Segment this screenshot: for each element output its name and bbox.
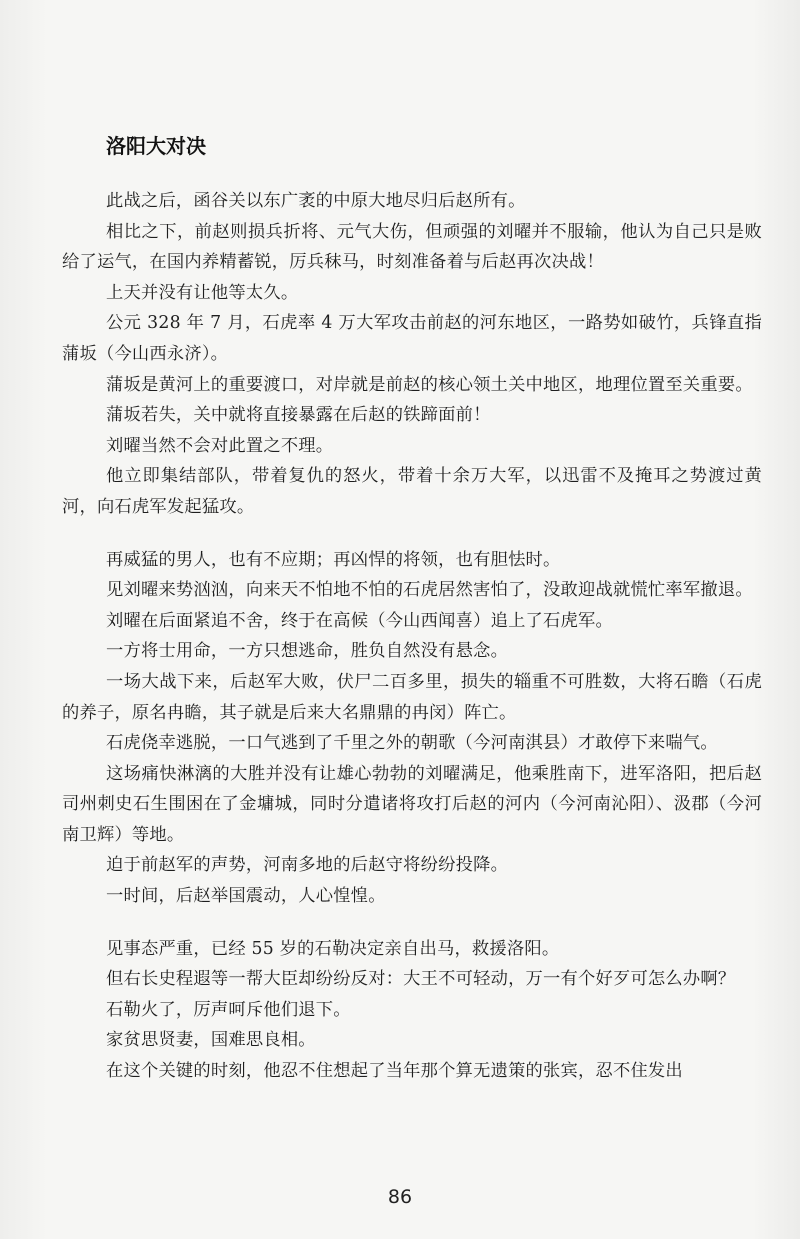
paragraph: 再威猛的男人，也有不应期；再凶悍的将领，也有胆怯时。	[106, 549, 561, 570]
paragraph: 蒲坂是黄河上的重要渡口，对岸就是前赵的核心领土关中地区，地理位置至关重要。	[106, 374, 753, 395]
paragraph: 刘曜当然不会对此置之不理。	[106, 435, 334, 456]
paragraph: 但右长史程遐等一帮大臣却纷纷反对：大王不可轻动，万一有个好歹可怎么办啊？	[106, 969, 736, 990]
paragraph: 见事态严重，已经 55 岁的石勒决定亲自出马，救援洛阳。	[106, 938, 560, 959]
paragraph: 这场痛快淋漓的大胜并没有让雄心勃勃的刘曜满足，他乘胜南下，进军洛阳，把后赵司州刺史石生围困在了金墉城，同时分遣诸将攻打后赵的河内（今河南沁阳）、汲郡（今河南卫辉）等地。	[62, 763, 762, 845]
paragraph: 一方将士用命，一方只想逃命，胜负自然没有悬念。	[106, 641, 509, 662]
paragraph: 一时间，后赵举国震动，人心惶惶。	[106, 886, 386, 907]
paragraph: 刘曜在后面紧追不舍，终于在高候（今山西闻喜）追上了石虎军。	[106, 610, 613, 631]
paragraph: 蒲坂若失，关中就将直接暴露在后赵的铁蹄面前！	[106, 405, 491, 426]
paragraph: 在这个关键的时刻，他忍不住想起了当年那个算无遗策的张宾，忍不住发出	[106, 1061, 683, 1082]
paragraph: 他立即集结部队，带着复仇的怒火，带着十余万大军，以迅雷不及掩耳之势渡过黄河，向石虎军发起猛攻。	[62, 466, 762, 517]
section-gap	[62, 523, 762, 545]
paragraph: 公元 328 年 7 月，石虎率 4 万大军攻击前赵的河东地区，一路势如破竹，兵锋直指蒲坂（今山西永济）。	[62, 313, 762, 364]
paragraph: 此战之后，函谷关以东广袤的中原大地尽归后赵所有。	[106, 191, 526, 211]
section-gap	[62, 912, 762, 934]
paragraph: 上天并没有让他等太久。	[106, 282, 299, 303]
paragraph: 一场大战下来，后赵军大败，伏尸二百多里，损失的辎重不可胜数，大将石瞻（石虎的养子，原名冉瞻，其子就是后来大名鼎鼎的冉闵）阵亡。	[62, 671, 762, 723]
paragraph: 石虎侥幸逃脱，一口气逃到了千里之外的朝歌（今河南淇县）才敢停下来喘气。	[106, 733, 718, 754]
section-title: 洛阳大对决	[106, 134, 206, 158]
paragraph: 见刘曜来势汹汹，向来天不怕地不怕的石虎居然害怕了，没敢迎战就慌忙率军撤退。	[106, 580, 753, 601]
paragraph: 家贫思贤妻，国难思良相。	[106, 1030, 316, 1051]
paragraph: 石勒火了，厉声呵斥他们退下。	[106, 999, 351, 1020]
paragraph: 相比之下，前赵则损兵折将、元气大伤，但顽强的刘曜并不服输，他认为自己只是败给了运气，在国内养精蓄锐，厉兵秣马，时刻准备着与后赵再次决战！	[62, 221, 762, 273]
paragraph: 迫于前赵军的声势，河南多地的后赵守将纷纷投降。	[106, 855, 509, 876]
page-number: 86	[387, 1186, 413, 1208]
body-text	[62, 186, 762, 1087]
